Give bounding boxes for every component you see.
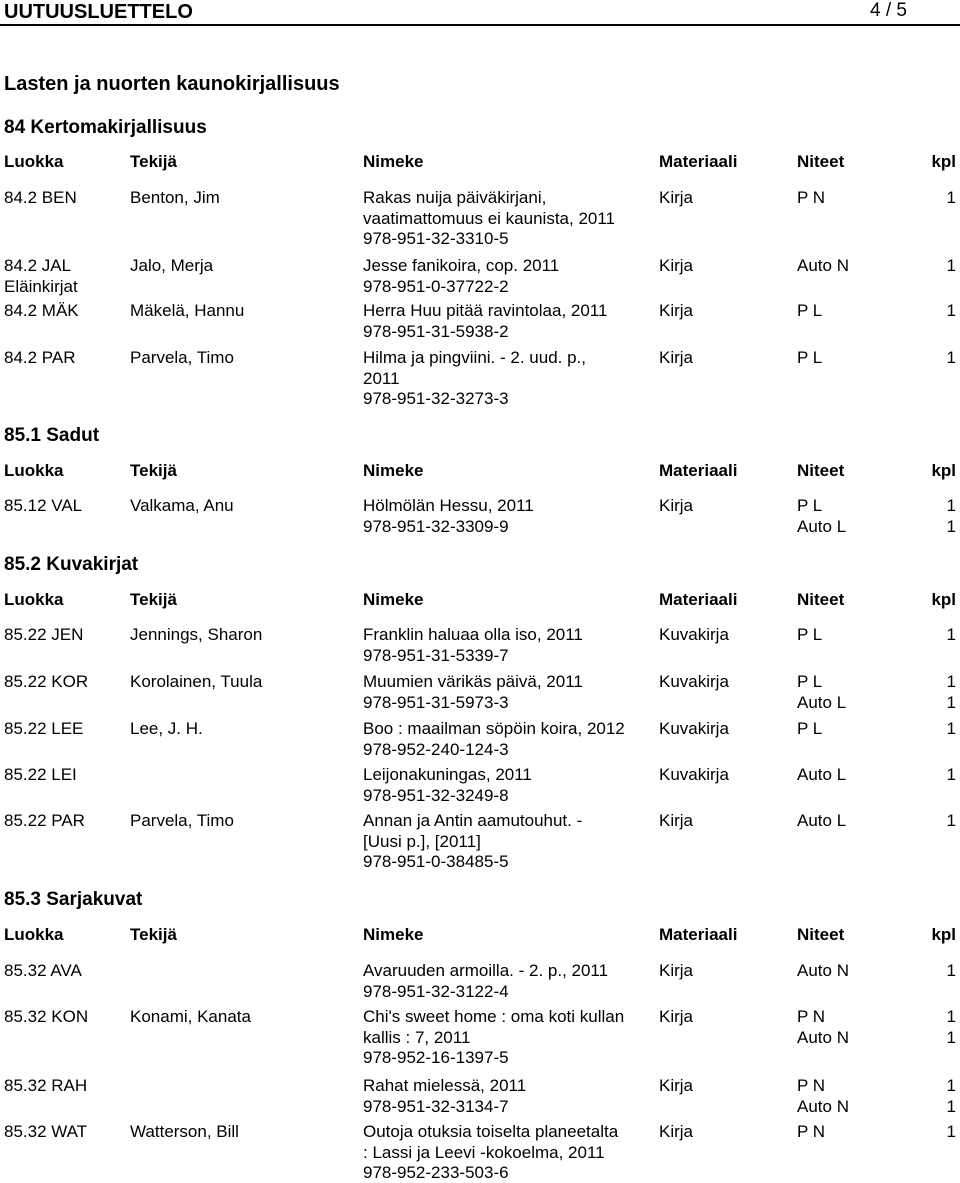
row-nimeke: 978-951-31-5339-7: [363, 645, 509, 665]
row-nimeke: 2011: [363, 368, 400, 388]
row-luokka: Eläinkirjat: [4, 276, 78, 296]
row-materiaali: Kuvakirja: [659, 672, 729, 691]
row-nimeke: Hölmölän Hessu, 2011: [363, 496, 534, 515]
column-header-niteet: Niteet: [797, 461, 845, 480]
section-title: 85.2 Kuvakirjat: [4, 554, 139, 575]
page-number: 4 / 5: [870, 0, 907, 21]
row-niteet: P L: [797, 496, 823, 515]
row-nimeke: Boo : maailman söpöin koira, 2012: [363, 719, 625, 738]
column-header-nimeke: Nimeke: [363, 925, 424, 944]
row-nimeke: 978-951-32-3249-8: [363, 785, 509, 805]
row-niteet: Auto N: [797, 961, 849, 980]
row-kpl: 1: [946, 692, 956, 712]
row-materiaali: Kirja: [659, 961, 694, 980]
row-nimeke: 978-951-31-5973-3: [363, 692, 509, 712]
row-kpl: 1: [946, 256, 956, 275]
row-kpl: 1: [946, 719, 956, 738]
column-header-luokka: Luokka: [4, 925, 64, 944]
row-nimeke: vaatimattomuus ei kaunista, 2011: [363, 208, 615, 228]
row-nimeke: Avaruuden armoilla. - 2. p., 2011: [363, 961, 609, 980]
row-tekija: Korolainen, Tuula: [130, 672, 263, 691]
column-header-niteet: Niteet: [797, 152, 845, 171]
column-header-kpl: kpl: [931, 590, 956, 609]
column-header-materiaali: Materiaali: [659, 461, 738, 480]
row-kpl: 1: [946, 1122, 956, 1141]
section-title: 84 Kertomakirjallisuus: [4, 117, 207, 138]
row-tekija: Parvela, Timo: [130, 348, 234, 367]
row-nimeke: Rakas nuija päiväkirjani,: [363, 188, 547, 207]
row-luokka: 85.32 RAH: [4, 1076, 88, 1095]
row-niteet: P L: [797, 625, 823, 644]
row-nimeke: 978-952-240-124-3: [363, 739, 509, 759]
page-title: UUTUUSLUETTELO: [4, 1, 193, 23]
column-header-luokka: Luokka: [4, 461, 64, 480]
column-header-materiaali: Materiaali: [659, 152, 738, 171]
column-header-niteet: Niteet: [797, 590, 845, 609]
row-luokka: 85.32 KON: [4, 1007, 89, 1026]
row-nimeke: 978-951-31-5938-2: [363, 321, 509, 341]
row-luokka: 84.2 PAR: [4, 348, 76, 367]
column-header-materiaali: Materiaali: [659, 590, 738, 609]
row-materiaali: Kuvakirja: [659, 719, 729, 738]
row-materiaali: Kirja: [659, 301, 694, 320]
row-niteet: P L: [797, 672, 823, 691]
row-tekija: Parvela, Timo: [130, 811, 234, 830]
row-nimeke: 978-951-32-3273-3: [363, 389, 509, 408]
row-materiaali: Kirja: [659, 1076, 694, 1095]
row-niteet: P N: [797, 1076, 826, 1095]
section-title: 85.1 Sadut: [4, 425, 100, 446]
row-tekija: Watterson, Bill: [130, 1122, 239, 1141]
column-header-nimeke: Nimeke: [363, 152, 424, 171]
row-niteet: P N: [797, 188, 826, 207]
row-materiaali: Kirja: [659, 1122, 694, 1141]
row-tekija: Jalo, Merja: [130, 256, 214, 275]
row-materiaali: Kirja: [659, 811, 694, 830]
row-niteet: P N: [797, 1122, 826, 1141]
row-kpl: 1: [946, 496, 956, 515]
row-nimeke: Rahat mielessä, 2011: [363, 1076, 527, 1095]
row-kpl: 1: [946, 1076, 956, 1095]
row-kpl: 1: [946, 765, 956, 784]
row-nimeke: 978-951-32-3134-7: [363, 1096, 509, 1116]
row-niteet: Auto N: [797, 256, 849, 275]
row-kpl: 1: [946, 348, 956, 367]
row-nimeke: Chi's sweet home : oma koti kullan: [363, 1007, 625, 1026]
row-materiaali: Kirja: [659, 496, 694, 515]
column-header-materiaali: Materiaali: [659, 925, 738, 944]
row-luokka: 85.32 WAT: [4, 1122, 88, 1141]
row-nimeke: Herra Huu pitää ravintolaa, 2011: [363, 301, 608, 320]
row-niteet: Auto N: [797, 1096, 849, 1116]
column-header-kpl: kpl: [931, 925, 956, 944]
column-header-tekija: Tekijä: [130, 925, 177, 944]
row-nimeke: 978-951-32-3122-4: [363, 981, 509, 1001]
column-header-tekija: Tekijä: [130, 152, 177, 171]
row-materiaali: Kuvakirja: [659, 625, 729, 644]
row-nimeke: kallis : 7, 2011: [363, 1027, 471, 1047]
row-luokka: 85.22 KOR: [4, 672, 89, 691]
column-header-nimeke: Nimeke: [363, 461, 424, 480]
row-tekija: Valkama, Anu: [130, 496, 234, 515]
column-header-kpl: kpl: [931, 152, 956, 171]
row-luokka: 85.32 AVA: [4, 961, 82, 980]
column-header-tekija: Tekijä: [130, 461, 177, 480]
column-header-tekija: Tekijä: [130, 590, 177, 609]
row-materiaali: Kirja: [659, 256, 694, 275]
row-nimeke: Muumien värikäs päivä, 2011: [363, 672, 583, 691]
row-niteet: P N: [797, 1007, 826, 1026]
row-nimeke: Franklin haluaa olla iso, 2011: [363, 625, 583, 644]
row-kpl: 1: [946, 672, 956, 691]
row-nimeke: 978-951-32-3310-5: [363, 229, 509, 248]
row-niteet: P L: [797, 348, 823, 367]
column-header-luokka: Luokka: [4, 590, 64, 609]
row-nimeke: Leijonakuningas, 2011: [363, 765, 532, 784]
row-kpl: 1: [946, 301, 956, 320]
row-kpl: 1: [946, 1007, 956, 1026]
row-luokka: 85.22 PAR: [4, 811, 85, 830]
row-kpl: 1: [946, 188, 956, 207]
row-tekija: Konami, Kanata: [130, 1007, 251, 1026]
row-niteet: P L: [797, 719, 823, 738]
row-nimeke: 978-952-233-503-6: [363, 1163, 509, 1182]
row-tekija: Benton, Jim: [130, 188, 220, 207]
row-nimeke: Annan ja Antin aamutouhut. -: [363, 811, 583, 830]
row-niteet: P L: [797, 301, 823, 320]
row-luokka: 84.2 JAL: [4, 256, 72, 275]
row-tekija: Lee, J. H.: [130, 719, 203, 738]
row-niteet: Auto L: [797, 811, 847, 830]
row-nimeke: [Uusi p.], [2011]: [363, 831, 481, 851]
row-niteet: Auto L: [797, 765, 847, 784]
row-luokka: 85.22 LEE: [4, 719, 84, 738]
row-materiaali: Kirja: [659, 188, 694, 207]
column-header-nimeke: Nimeke: [363, 590, 424, 609]
row-kpl: 1: [946, 811, 956, 830]
row-niteet: Auto L: [797, 692, 847, 712]
row-nimeke: 978-951-32-3309-9: [363, 516, 509, 536]
row-luokka: 84.2 BEN: [4, 188, 77, 207]
row-nimeke: 978-951-0-37722-2: [363, 276, 509, 296]
row-kpl: 1: [946, 1027, 956, 1047]
row-niteet: Auto L: [797, 516, 847, 536]
section-title: 85.3 Sarjakuvat: [4, 889, 143, 910]
column-header-niteet: Niteet: [797, 925, 845, 944]
row-luokka: 85.22 LEI: [4, 765, 77, 784]
column-header-kpl: kpl: [931, 461, 956, 480]
row-nimeke: : Lassi ja Leevi -kokoelma, 2011: [363, 1142, 605, 1162]
row-materiaali: Kirja: [659, 348, 694, 367]
row-materiaali: Kuvakirja: [659, 765, 729, 784]
row-nimeke: Jesse fanikoira, cop. 2011: [363, 256, 560, 275]
row-nimeke: Hilma ja pingviini. - 2. uud. p.,: [363, 348, 586, 367]
row-nimeke: Outoja otuksia toiselta planeetalta: [363, 1122, 619, 1141]
row-materiaali: Kirja: [659, 1007, 694, 1026]
row-nimeke: 978-952-16-1397-5: [363, 1048, 509, 1067]
header-rule: [0, 24, 960, 26]
row-kpl: 1: [946, 1096, 956, 1116]
row-luokka: 84.2 MÄK: [4, 301, 79, 320]
row-kpl: 1: [946, 961, 956, 980]
row-luokka: 85.22 JEN: [4, 625, 84, 644]
row-kpl: 1: [946, 625, 956, 644]
row-luokka: 85.12 VAL: [4, 496, 83, 515]
row-tekija: Jennings, Sharon: [130, 625, 263, 644]
category-title: Lasten ja nuorten kaunokirjallisuus: [4, 73, 340, 95]
row-tekija: Mäkelä, Hannu: [130, 301, 245, 320]
column-header-luokka: Luokka: [4, 152, 64, 171]
row-nimeke: 978-951-0-38485-5: [363, 852, 509, 871]
row-kpl: 1: [946, 516, 956, 536]
row-niteet: Auto N: [797, 1027, 849, 1047]
